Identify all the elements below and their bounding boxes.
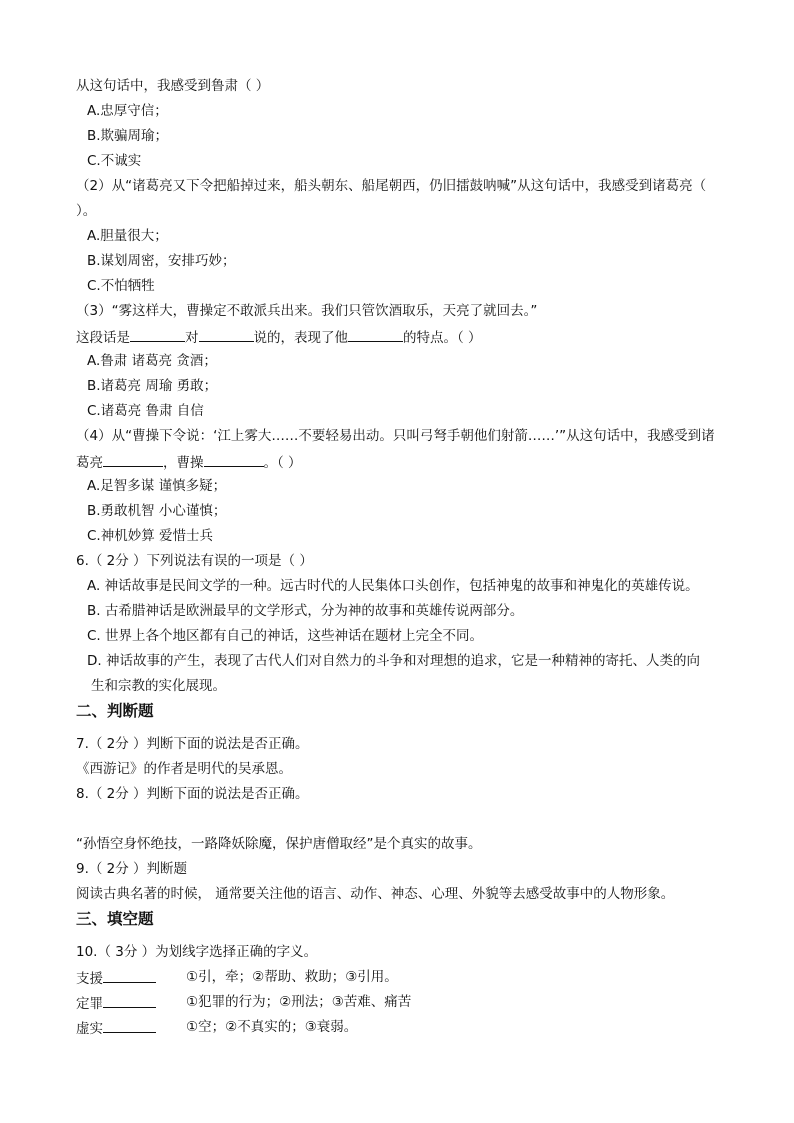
- q5-part3-blank-1[interactable]: [130, 326, 185, 342]
- q5-part3-text-2: 对: [185, 330, 199, 346]
- q10-blank-1[interactable]: [103, 967, 156, 983]
- q6-stem: 6.（ 2分 ）下列说法有误的一项是（ ）: [76, 553, 313, 569]
- q5-part3-option-b[interactable]: B.诸葛亮 周瑜 勇敢；: [87, 378, 218, 394]
- q5-part4-stem-line1: （4）从“曹操下令说：‘江上雾大……不要轻易出动。只叫弓弩手朝他们射箭……’”从这句话中，我感受到诸: [76, 428, 715, 444]
- q5-part4-blank-2[interactable]: [204, 451, 264, 467]
- q5-part4-option-a[interactable]: A.足智多谋 谨慎多疑；: [87, 478, 227, 494]
- q6-option-a[interactable]: A. 神话故事是民间文学的一种。远古时代的人民集体口头创作，包括神鬼的故事和神鬼化的英雄传说。: [87, 578, 699, 594]
- q5-part3-stem: [76, 326, 482, 348]
- q5-part3-text-1: 这段话是: [76, 330, 130, 346]
- q5-part4-option-b[interactable]: B.勇敢机智 小心谨慎；: [87, 503, 227, 519]
- q5-part1-option-b[interactable]: B.欺骗周瑜；: [87, 128, 169, 144]
- q5-part4-stem-line2: [76, 451, 302, 473]
- q5-part2-stem-line2: ）。: [76, 203, 97, 219]
- section-heading-fill-in: 三、填空题: [76, 910, 154, 928]
- q5-part3-blank-3[interactable]: [348, 326, 403, 342]
- q5-part1-tail: 从这句话中，我感受到鲁肃（ ）: [76, 78, 270, 94]
- q10-row-2: [76, 992, 156, 1014]
- q5-part2-option-a[interactable]: A.胆量很大；: [87, 228, 168, 244]
- q6-option-d[interactable]: D. 神话故事的产生，表现了古代人们对自然力的斗争和对理想的追求，它是一种精神的寄托、人类的向: [87, 653, 700, 669]
- q10-blank-2[interactable]: [103, 992, 156, 1008]
- q5-part2-option-b[interactable]: B.谋划周密，安排巧妙；: [87, 253, 236, 269]
- q8-stem: 8.（ 2分 ）判断下面的说法是否正确。: [76, 786, 309, 802]
- q5-part1-option-a[interactable]: A.忠厚守信；: [87, 103, 168, 119]
- q10-row-3: [76, 1017, 156, 1039]
- q6-option-c[interactable]: C. 世界上各个地区都有自己的神话，这些神话在题材上完全不同。: [87, 628, 484, 644]
- section-heading-judgement: 二、判断题: [76, 702, 154, 720]
- q8-statement: “孙悟空身怀绝技，一路降妖除魔，保护唐僧取经”是个真实的故事。: [76, 836, 482, 852]
- q5-part4-text-3: 。（ ）: [263, 455, 302, 471]
- q10-stem: 10.（ 3分 ）为划线字选择正确的字义。: [76, 944, 318, 960]
- q5-part4-blank-1[interactable]: [103, 451, 163, 467]
- q9-statement: 阅读古典名著的时候， 通常要关注他的语言、动作、神态、心理、外貌等去感受故事中的人物形象。: [76, 886, 675, 902]
- q6-option-d-continued: 生和宗教的实化展现。: [91, 678, 226, 694]
- q5-part2-option-c[interactable]: C.不怕牺牲: [87, 278, 155, 294]
- q10-word-3: 虚实: [76, 1021, 103, 1037]
- q5-part3-text-4: 的特点。（ ）: [403, 330, 482, 346]
- q5-part1-option-c[interactable]: C.不诚实: [87, 153, 142, 169]
- q5-part2-stem-line1: （2）从“诸葛亮又下令把船掉过来，船头朝东、船尾朝西，仍旧擂鼓呐喊”从这句话中，我感受到诸葛亮（: [76, 178, 707, 194]
- q5-part4-text-2: ，曹操: [163, 455, 204, 471]
- q5-part3-option-c[interactable]: C.诸葛亮 鲁肃 自信: [87, 403, 204, 419]
- q10-word-1: 支援: [76, 971, 103, 987]
- q5-part3-quote: （3）“雾这样大，曹操定不敢派兵出来。我们只管饮酒取乐，天亮了就回去。”: [76, 303, 538, 319]
- q5-part3-blank-2[interactable]: [199, 326, 254, 342]
- q10-choices-1: ①引，牵；②帮助、救助；③引用。: [186, 969, 398, 985]
- q9-stem: 9.（ 2分 ）判断题: [76, 861, 188, 877]
- q7-statement: 《西游记》的作者是明代的吴承恩。: [76, 761, 292, 777]
- q10-choices-3: ①空；②不真实的；③衰弱。: [186, 1019, 358, 1035]
- q10-choices-2: ①犯罪的行为；②刑法；③苦难、痛苦: [186, 994, 412, 1010]
- q5-part3-text-3: 说的，表现了他: [253, 330, 348, 346]
- q5-part4-option-c[interactable]: C.神机妙算 爱惜士兵: [87, 528, 214, 544]
- q10-blank-3[interactable]: [103, 1017, 156, 1033]
- q5-part3-option-a[interactable]: A.鲁肃 诸葛亮 贪酒；: [87, 353, 217, 369]
- q5-part4-text-1: 葛亮: [76, 455, 103, 471]
- q7-stem: 7.（ 2分 ）判断下面的说法是否正确。: [76, 736, 309, 752]
- q10-row-1: [76, 967, 156, 989]
- q6-option-b[interactable]: B. 古希腊神话是欧洲最早的文学形式，分为神的故事和英雄传说两部分。: [87, 603, 524, 619]
- q10-word-2: 定罪: [76, 996, 103, 1012]
